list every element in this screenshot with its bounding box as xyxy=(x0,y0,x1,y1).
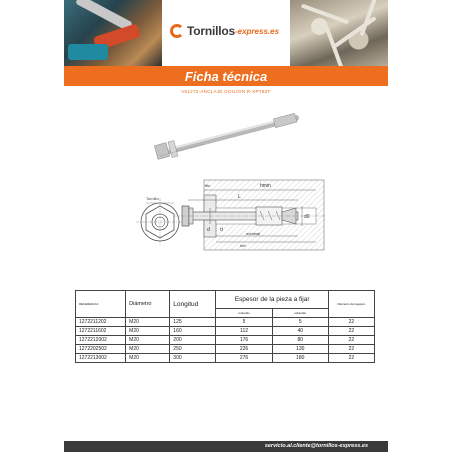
cell-estandar: 80 xyxy=(272,336,328,345)
cell-agujero: 22 xyxy=(328,336,374,345)
cell-ref: 1272213002 xyxy=(76,354,126,363)
header-reducido: reducido xyxy=(216,309,272,318)
cell-longitud: 125 xyxy=(170,318,216,327)
label-hmin: hmin xyxy=(260,183,271,189)
cell-estandar: 130 xyxy=(272,345,328,354)
header-diametro: Diámetro xyxy=(126,291,170,318)
cell-ref: 1272211202 xyxy=(76,318,126,327)
header-longitud: Longitud xyxy=(170,291,216,318)
header-referencia: REFERENCIA xyxy=(76,291,126,318)
label-nominal: nominal xyxy=(246,231,261,236)
cell-estandar: 5 xyxy=(272,318,328,327)
label-tornillo: Tornillo xyxy=(146,196,159,201)
cell-ref: 1272212002 xyxy=(76,336,126,345)
cell-estandar: 180 xyxy=(272,354,328,363)
cell-estandar: 40 xyxy=(272,327,328,336)
section-view xyxy=(174,180,326,250)
label-hef: hef xyxy=(240,243,246,248)
cell-longitud: 300 xyxy=(170,354,216,363)
brand-suffix: -express.es xyxy=(234,26,280,36)
technical-drawing xyxy=(64,100,388,280)
product-subtitle: V51272-ANCLAJE GOUJON R-XPT8ZF xyxy=(181,89,271,94)
spec-table xyxy=(75,290,375,363)
table-row xyxy=(76,327,375,336)
header-estandar: estándar xyxy=(272,309,328,318)
anchor-photo xyxy=(154,113,297,159)
cell-agujero: 22 xyxy=(328,318,374,327)
cell-longitud: 200 xyxy=(170,336,216,345)
label-L: L xyxy=(238,194,241,200)
table-row xyxy=(76,354,375,363)
screws-photo xyxy=(290,0,388,66)
label-d0: d0 xyxy=(304,214,310,220)
cell-diam: M20 xyxy=(126,336,170,345)
table-row xyxy=(76,336,375,345)
cell-reducido: 5 xyxy=(216,318,272,327)
cell-reducido: 112 xyxy=(216,327,272,336)
header xyxy=(64,0,388,66)
cell-agujero: 22 xyxy=(328,354,374,363)
brand-logo[interactable] xyxy=(170,24,279,38)
logo-icon xyxy=(170,24,184,38)
cell-reducido: 176 xyxy=(216,336,272,345)
header-espesor: Espesor de la pieza a fijar xyxy=(216,291,328,309)
cell-agujero: 22 xyxy=(328,327,374,336)
header-diametro-agujero: Diámetro del agujero xyxy=(328,291,374,318)
footer xyxy=(64,441,388,452)
cell-reducido: 276 xyxy=(216,354,272,363)
table-header-row xyxy=(76,291,375,309)
table-row xyxy=(76,318,375,327)
cell-agujero: 22 xyxy=(328,345,374,354)
cell-diam: M20 xyxy=(126,318,170,327)
cell-reducido: 226 xyxy=(216,345,272,354)
label-d: d xyxy=(207,227,210,233)
cell-longitud: 250 xyxy=(170,345,216,354)
front-view xyxy=(136,196,184,246)
table-row xyxy=(76,345,375,354)
cell-ref: 1272202502 xyxy=(76,345,126,354)
label-d-small: d xyxy=(220,227,223,233)
cell-diam: M20 xyxy=(126,327,170,336)
cell-ref: 1272211602 xyxy=(76,327,126,336)
brand-name: Tornillos xyxy=(187,24,235,38)
footer-email[interactable]: servicio.al.cliente@tornillos-express.es xyxy=(264,443,368,449)
page-title: Ficha técnica xyxy=(184,68,268,84)
cell-diam: M20 xyxy=(126,354,170,363)
tools-photo xyxy=(64,0,162,66)
title-bar xyxy=(64,66,388,86)
label-tfix: tfix xyxy=(205,183,211,188)
cell-diam: M20 xyxy=(126,345,170,354)
cell-longitud: 160 xyxy=(170,327,216,336)
